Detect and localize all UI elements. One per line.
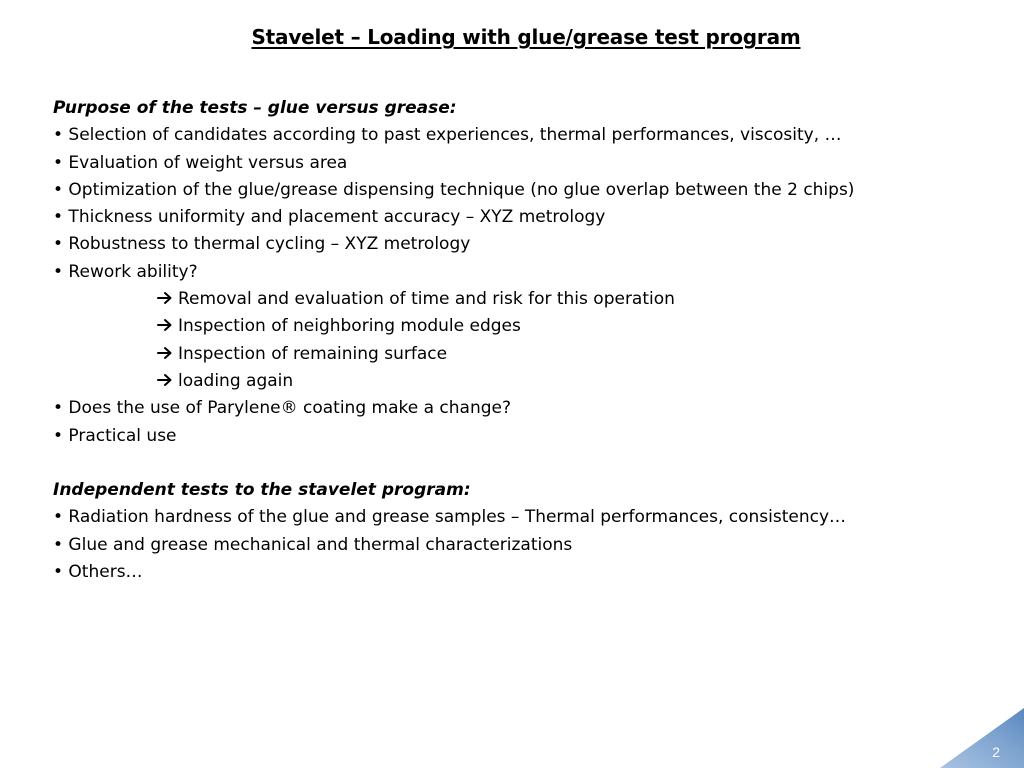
bullet-item: • Radiation hardness of the glue and grease samples – Thermal performances, consistency… — [53, 507, 847, 528]
bullet-item: • Glue and grease mechanical and thermal characterizations — [53, 534, 573, 555]
section-heading-independent: Independent tests to the stavelet program: — [53, 480, 471, 501]
slide-body — [53, 95, 993, 586]
spacer — [53, 450, 993, 477]
sub-item-label: Removal and evaluation of time and risk for this operation — [178, 289, 675, 310]
bullet-item: • Practical use — [53, 425, 177, 446]
sub-item — [53, 313, 993, 340]
sub-item — [53, 341, 993, 368]
bullet-item: • Does the use of Parylene® coating make a change? — [53, 398, 512, 419]
right-arrow-icon — [157, 291, 173, 305]
right-arrow-icon — [157, 318, 173, 332]
sub-item — [53, 286, 993, 313]
bullet-item: • Selection of candidates according to past experiences, thermal performances, viscosity, … — [53, 125, 842, 146]
sub-item-label: Inspection of neighboring module edges — [178, 316, 521, 337]
slide-number: 2 — [992, 744, 1000, 760]
right-arrow-icon — [157, 346, 173, 360]
bullet-item: • Evaluation of weight versus area — [53, 152, 348, 173]
bullet-item: • Rework ability? — [53, 261, 198, 282]
section-heading-purpose: Purpose of the tests – glue versus grease: — [53, 98, 457, 118]
bullet-item: • Others… — [53, 562, 143, 583]
corner-triangle — [940, 708, 1024, 768]
sub-item — [53, 368, 993, 395]
bullet-item: • Thickness uniformity and placement accuracy – XYZ metrology — [53, 207, 606, 228]
sub-item-label: loading again — [178, 370, 294, 391]
right-arrow-icon — [157, 373, 173, 387]
bullet-item: • Optimization of the glue/grease dispensing technique (no glue overlap between the 2 chips) — [53, 179, 855, 200]
bullet-item: • Robustness to thermal cycling – XYZ metrology — [53, 234, 471, 255]
corner-decoration — [940, 708, 1024, 768]
slide-title: Stavelet – Loading with glue/grease test program — [251, 25, 801, 49]
sub-item-label: Inspection of remaining surface — [178, 343, 448, 364]
